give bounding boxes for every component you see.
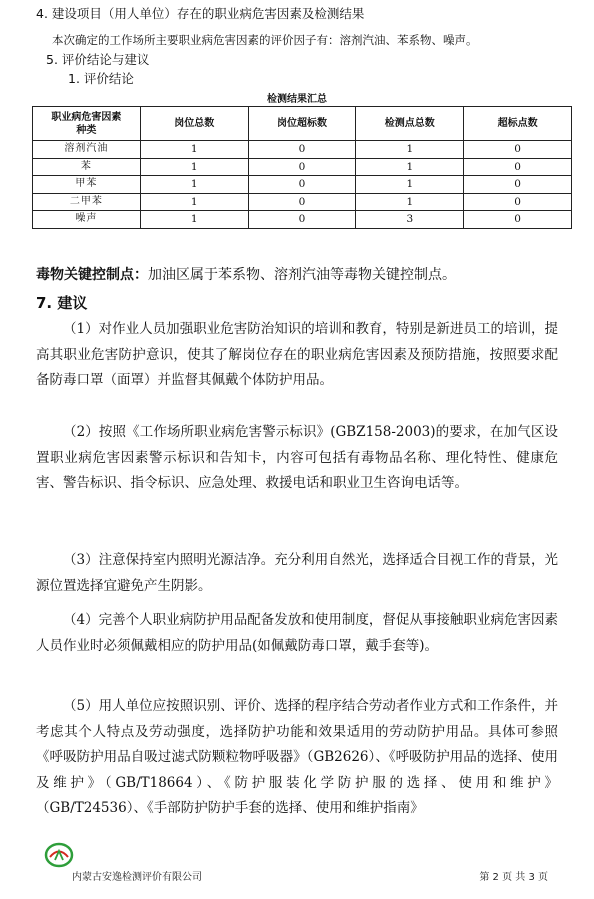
table-row [33, 141, 572, 159]
recommendation-paragraph-1: （1）对作业人员加强职业危害防治知识的培训和教育，特别是新进员工的培训，提高其职业危害防护意识，使其了解岗位存在的职业病危害因素及预防措施，按照要求配备防毒口罩（面罩）并监督其佩戴个体防护用品。 [36, 321, 558, 389]
table-cell: 噪声 [33, 211, 141, 229]
table-cell: 0 [464, 141, 572, 159]
footer-company: 内蒙古安逸检测评价有限公司 [72, 872, 202, 883]
table-cell: 0 [248, 158, 356, 176]
table-cell: 1 [356, 141, 464, 159]
table-row [33, 176, 572, 194]
table-row [33, 158, 572, 176]
section-5-1-heading: 1. 评价结论 [68, 71, 134, 86]
table-header-cell: 超标点数 [464, 107, 572, 141]
table-row [33, 211, 572, 229]
section-4-heading: 4. 建设项目（用人单位）存在的职业病危害因素及检测结果 [36, 6, 365, 21]
table-cell: 1 [140, 141, 248, 159]
results-table [32, 106, 572, 229]
table-cell: 1 [356, 176, 464, 194]
table-cell: 甲苯 [33, 176, 141, 194]
table-caption: 检测结果汇总 [267, 94, 327, 105]
table-cell: 1 [140, 193, 248, 211]
table-cell: 苯 [33, 158, 141, 176]
table-row [33, 193, 572, 211]
table-cell: 0 [248, 176, 356, 194]
table-cell: 1 [140, 176, 248, 194]
table-cell: 1 [140, 211, 248, 229]
table-cell: 0 [248, 193, 356, 211]
section-7-heading: 7. 建议 [36, 294, 88, 312]
key-control-label: 毒物关键控制点： [36, 267, 148, 283]
recommendation-paragraph-3: （3）注意保持室内照明光源洁净。充分利用自然光，选择适合目视工作的背景，光源位置选择宜避免产生阴影。 [36, 552, 558, 594]
footer-page-number: 第 2 页 共 3 页 [479, 872, 548, 883]
table-cell: 3 [356, 211, 464, 229]
company-logo-icon [44, 842, 74, 868]
table-cell: 0 [464, 158, 572, 176]
table-cell: 1 [140, 158, 248, 176]
table-cell: 二甲苯 [33, 193, 141, 211]
table-cell: 1 [356, 193, 464, 211]
key-control-point [36, 264, 456, 284]
table-cell: 0 [248, 141, 356, 159]
table-cell: 0 [248, 211, 356, 229]
table-header-row [33, 107, 572, 141]
table-header-cell: 岗位总数 [140, 107, 248, 141]
key-control-text: 加油区属于苯系物、溶剂汽油等毒物关键控制点。 [148, 267, 456, 283]
table-header-cell: 检测点总数 [356, 107, 464, 141]
recommendation-paragraph-4: （4）完善个人职业病防护用品配备发放和使用制度，督促从事接触职业病危害因素人员作业时必须佩戴相应的防护用品(如佩戴防毒口罩，戴手套等)。 [36, 612, 558, 654]
recommendation-paragraph-2: （2）按照《工作场所职业病危害警示标识》(GBZ158-2003)的要求，在加气区设置职业病危害因素警示标识和告知卡，内容可包括有毒物品名称、理化特性、健康危害、警告标识、指令标识、应急处理、救援电话和职业卫生咨询电话等。 [36, 424, 558, 492]
table-cell: 1 [356, 158, 464, 176]
table-cell: 0 [464, 211, 572, 229]
section-4-body: 本次确定的工作场所主要职业病危害因素的评价因子有：溶剂汽油、苯系物、噪声。 [52, 33, 478, 47]
table-cell: 0 [464, 176, 572, 194]
section-5-heading: 5. 评价结论与建议 [46, 52, 150, 67]
table-cell: 0 [464, 193, 572, 211]
recommendation-paragraph-5: （5）用人单位应按照识别、评价、选择的程序结合劳动者作业方式和工作条件，并考虑其个人特点及劳动强度，选择防护功能和效果适用的劳动防护用品。具体可参照《呼吸防护用品自吸过滤式防颗粒物呼吸器》（GB2626）、《呼吸防护用品的选择、使用及维护》（GB/T18664）、《防护服装化学防护服的选择、使用和维护》（GB/T24536）、《手部防护防护手套的选择、使用和维护指南》 [36, 698, 558, 817]
table-header-cell: 职业病危害因素种类 [33, 107, 141, 141]
table-header-cell: 岗位超标数 [248, 107, 356, 141]
table-cell: 溶剂汽油 [33, 141, 141, 159]
